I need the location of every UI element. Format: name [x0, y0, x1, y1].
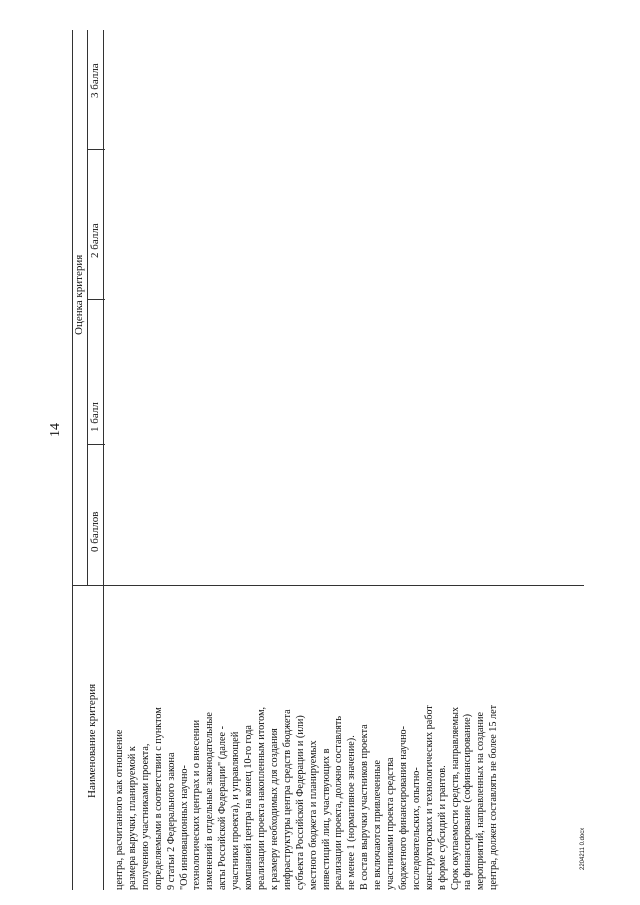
text-line: реализации проекта, должно составлять [333, 715, 345, 890]
text-line: технологических центрах и о внесении [191, 719, 203, 890]
text-line: в форме субсидий и грантов. [436, 765, 448, 890]
score-divider-2 [87, 299, 105, 300]
text-line: к размеру необходимых для создания [268, 728, 280, 890]
text-line: не менее 1 (нормативное значение). [346, 735, 358, 890]
text-line: центра, расчитанного как отношение [114, 729, 125, 890]
criterion-description [114, 590, 501, 890]
rotated-landscape-content [48, 30, 593, 890]
score-header-0: 0 баллов [89, 511, 101, 552]
text-line: Срок окупаемости средств, направляемых [449, 706, 461, 890]
text-line: субъекта Российской Федерации и (или) [294, 715, 306, 890]
text-line: конструкторских и технологических работ [423, 705, 435, 890]
text-line: бюджетного финансирования научно- [397, 725, 409, 890]
score-header-3: 3 балла [89, 63, 101, 98]
text-line: изменений в отдельные законодательные [204, 712, 216, 890]
text-line: размера выручки, планируемой к [126, 746, 138, 890]
score-divider-1 [87, 444, 105, 445]
text-line: на финансирование (софинансирование) [462, 714, 474, 890]
text-line: не включаются привлеченные [372, 760, 384, 890]
rating-group-header: Оценка критерия [73, 254, 85, 335]
text-line: компанией центра на конец 10-го года [243, 725, 255, 890]
text-line: инфраструктуры центра средств бюджета [281, 709, 293, 890]
text-line: центра, должен составлять не более 15 лет [488, 704, 500, 890]
text-line: определяемыми в соответствии с пунктом [152, 707, 164, 890]
text-line: инвестиций лиц, участвующих в [320, 748, 332, 890]
table-header-bottom-border [103, 30, 104, 890]
score-header-1: 1 балл [89, 402, 101, 432]
text-line: акты Российской Федерации" (далее - [217, 725, 229, 890]
name-column-divider [72, 585, 584, 586]
text-line: участники проекта), и управляющей [230, 731, 242, 890]
text-line: "Об инновационных научно- [178, 765, 190, 890]
criterion-name-header: Наименование критерия [86, 683, 98, 798]
table-top-border [72, 30, 73, 890]
text-line: реализации проекта накопленным итогом, [255, 706, 267, 890]
score-header-2: 2 балла [89, 223, 101, 258]
text-line: мероприятий, направленных на создание [475, 712, 487, 890]
text-line: получению участниками проекта, [139, 743, 151, 890]
page-number: 14 [48, 423, 63, 437]
text-line: местного бюджета и планируемых [307, 740, 319, 890]
text-line: В состав выручки участников проекта [359, 724, 371, 890]
rating-subheader-divider [87, 30, 88, 585]
text-line: участниками проекта средства [385, 757, 397, 890]
text-line: 9 статьи 2 Федерального закона [165, 752, 177, 890]
footer-filename: 2204211 0.docx [580, 827, 586, 870]
score-divider-3 [87, 149, 105, 150]
text-line: исследовательских, опытно- [410, 767, 422, 890]
